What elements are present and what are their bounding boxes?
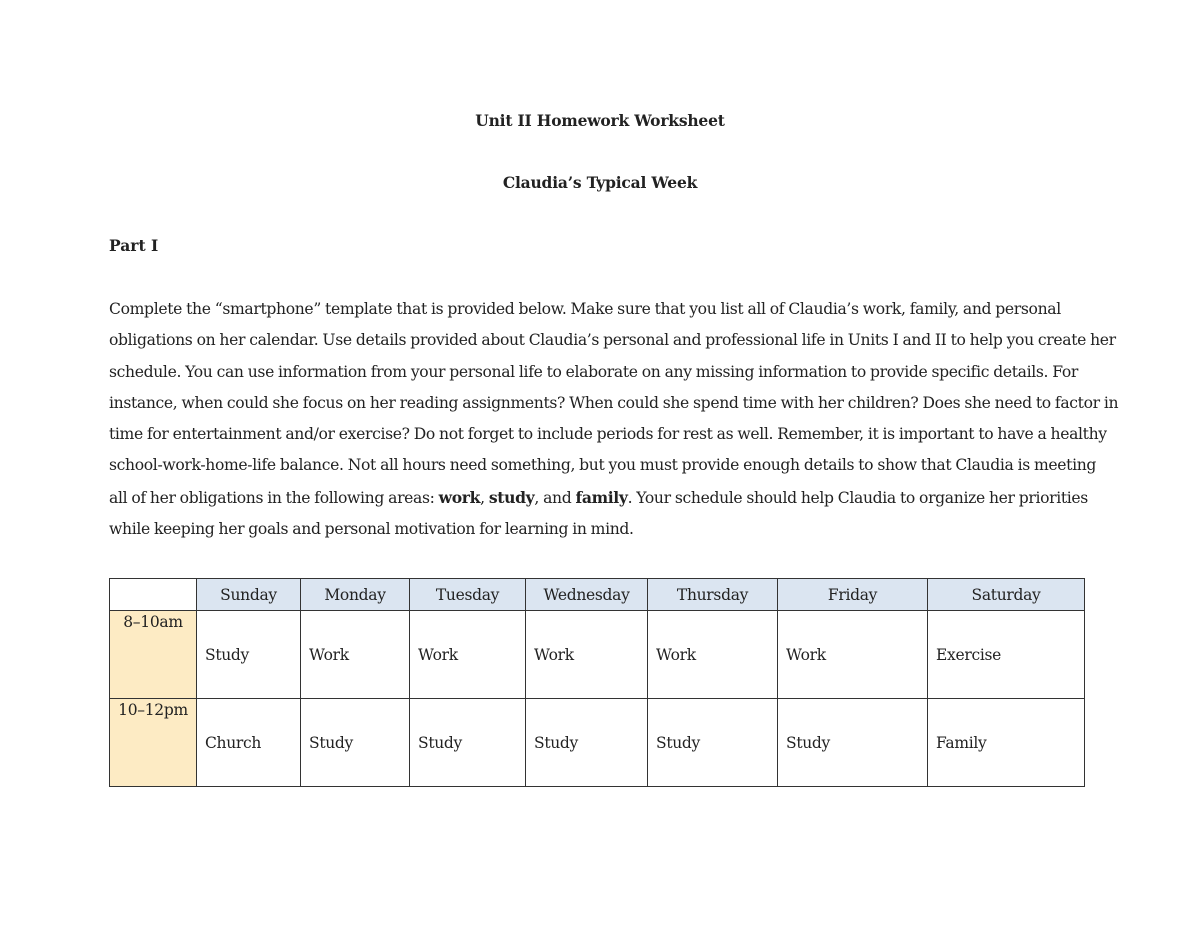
day-header-saturday: Saturday [928, 579, 1085, 611]
time-slot-label: 8–10am [110, 611, 197, 699]
schedule-cell: Work [526, 611, 648, 699]
keyword-family: family [575, 487, 628, 507]
schedule-cell: Work [778, 611, 928, 699]
schedule-cell: Work [301, 611, 410, 699]
instructions-paragraph [109, 294, 1119, 545]
part-heading: Part I [109, 236, 159, 255]
day-header-row [110, 579, 1085, 611]
instructions-text: . Your schedule should help Claudia to organize her priorities [627, 488, 1088, 507]
schedule-cell: Family [928, 699, 1085, 787]
schedule-cell: Study [197, 611, 301, 699]
instructions-line: school-work-home-life balance. Not all hours need something, but you must provide enough details to show that Claudia is meeting [109, 456, 1097, 475]
instructions-text: , [480, 488, 489, 507]
schedule-cell: Church [197, 699, 301, 787]
instructions-line: while keeping her goals and personal motivation for learning in mind. [109, 520, 634, 539]
schedule-cell: Exercise [928, 611, 1085, 699]
instructions-line: schedule. You can use information from your personal life to elaborate on any missing information to provide specific details. For [109, 362, 1078, 381]
table-row [110, 611, 1085, 699]
day-header-wednesday: Wednesday [526, 579, 648, 611]
table-row [110, 699, 1085, 787]
instructions-text: all of her obligations in the following areas: [109, 488, 439, 507]
instructions-line [109, 482, 1094, 514]
instructions-line: instance, when could she focus on her reading assignments? When could she spend time with her children? Does she need to factor in [109, 393, 1119, 412]
schedule-cell: Study [778, 699, 928, 787]
worksheet-title: Unit II Homework Worksheet [475, 111, 725, 130]
schedule-cell: Study [410, 699, 526, 787]
schedule-cell: Study [526, 699, 648, 787]
day-header-thursday: Thursday [648, 579, 778, 611]
schedule-cell: Study [301, 699, 410, 787]
instructions-line: obligations on her calendar. Use details provided about Claudia’s personal and professional life in Units I and II to help you create her [109, 331, 1116, 350]
day-header-sunday: Sunday [197, 579, 301, 611]
weekly-schedule-table [109, 578, 1085, 787]
schedule-cell: Work [648, 611, 778, 699]
schedule-cell: Study [648, 699, 778, 787]
instructions-line: time for entertainment and/or exercise? Do not forget to include periods for rest as well. Remember, it is important to have a healthy [109, 425, 1107, 444]
instructions-line: Complete the “smartphone” template that is provided below. Make sure that you list all of Claudia’s work, family, and personal [109, 300, 1061, 318]
day-header-monday: Monday [301, 579, 410, 611]
instructions-text: , and [534, 488, 576, 507]
time-slot-label: 10–12pm [110, 699, 197, 787]
worksheet-subtitle: Claudia’s Typical Week [502, 173, 698, 192]
day-header-tuesday: Tuesday [410, 579, 526, 611]
corner-cell [110, 579, 197, 611]
day-header-friday: Friday [778, 579, 928, 611]
keyword-study: study [488, 487, 535, 507]
schedule-cell: Work [410, 611, 526, 699]
keyword-work: work [438, 487, 481, 507]
